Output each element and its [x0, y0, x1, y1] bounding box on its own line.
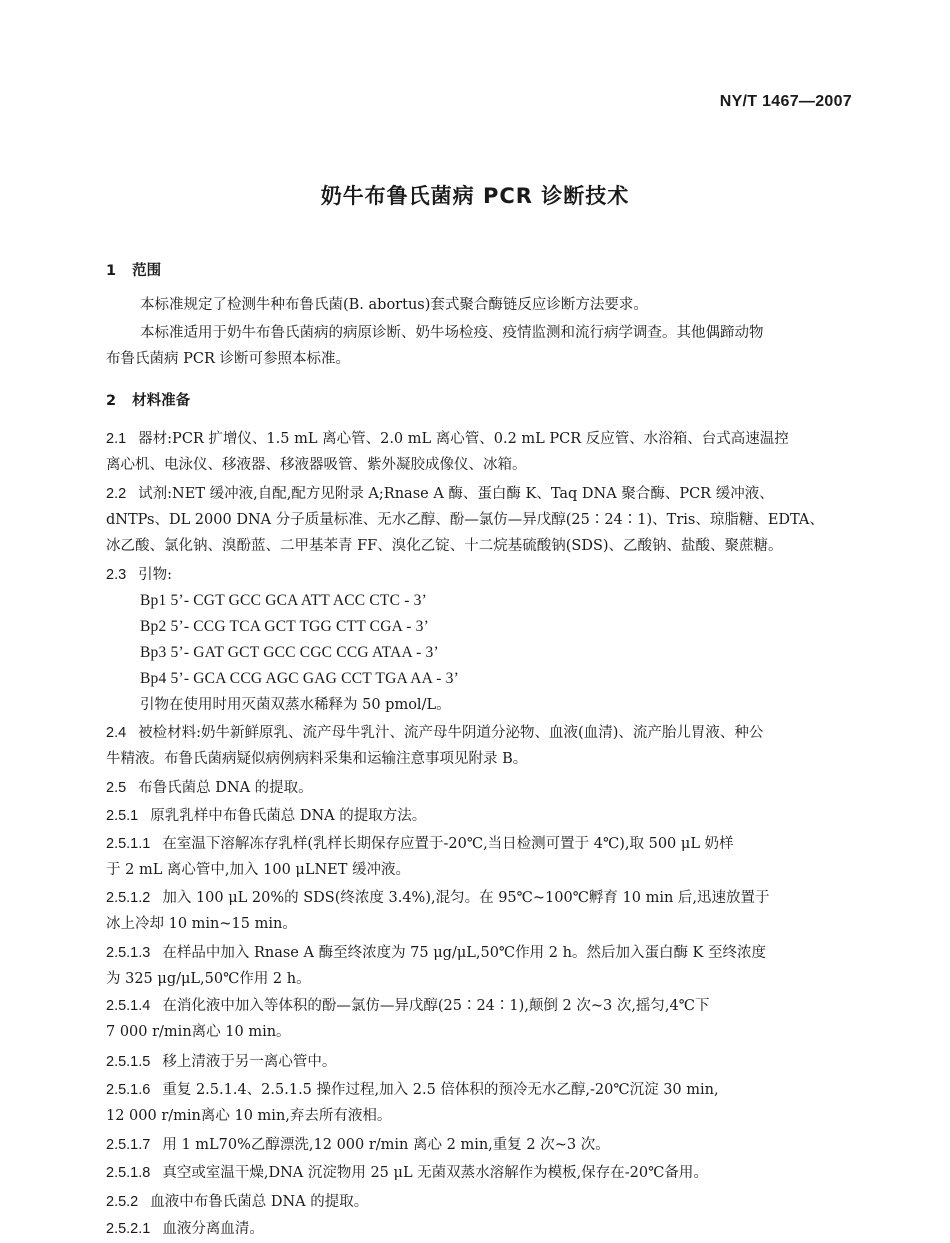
clause-text: 布鲁氏菌总 DNA 的提取。	[138, 780, 313, 796]
clause-cont: 为 325 μg/μL,50℃作用 2 h。	[106, 971, 311, 987]
clause-text: 引物:	[138, 567, 173, 583]
clause-text: 用 1 mL70%乙醇漂洗,12 000 r/min 离心 2 min,重复 2 次~3 次。	[162, 1137, 610, 1153]
clause-2-5-1-7	[106, 1135, 610, 1155]
clause-cont: 12 000 r/min离心 10 min,弃去所有液相。	[106, 1108, 392, 1124]
clause-text: 加入 100 μL 20%的 SDS(终浓度 3.4%),混匀。在 95℃~100℃孵育 10 min 后,迅速放置于	[162, 890, 770, 906]
clause-cont: 于 2 mL 离心管中,加入 100 μLNET 缓冲液。	[106, 862, 411, 878]
clause-number: 2.5.1.1	[106, 836, 151, 852]
clause-2-5-1-6	[106, 1080, 719, 1100]
clause-2-5-2-1	[106, 1219, 264, 1239]
primer-sequence: Bp3 5’- GAT GCT GCC CGC CCG ATAA - 3’	[140, 644, 439, 661]
clause-2-3	[106, 565, 172, 585]
clause-number: 2.5.1.4	[106, 998, 151, 1014]
clause-text: 真空或室温干燥,DNA 沉淀物用 25 μL 无菌双蒸水溶解作为模板,保存在-20℃备用。	[162, 1165, 708, 1181]
clause-number: 2.1	[106, 431, 127, 447]
clause-number: 2.5.1	[106, 808, 139, 824]
clause-number: 2.3	[106, 567, 127, 583]
standard-code: NY/T 1467—2007	[719, 93, 852, 110]
section-number: 1	[106, 263, 117, 279]
primer-sequence: Bp1 5’- CGT GCC GCA ATT ACC CTC - 3’	[140, 592, 427, 609]
section-1-heading	[106, 261, 161, 281]
section-title: 材料准备	[132, 393, 191, 409]
clause-text: 重复 2.5.1.4、2.5.1.5 操作过程,加入 2.5 倍体积的预冷无水乙醇,-20℃沉淀 30 min,	[162, 1082, 719, 1098]
clause-number: 2.5.2.1	[106, 1221, 151, 1237]
clause-number: 2.5.1.6	[106, 1082, 151, 1098]
primer-sequence: Bp4 5’- GCA CCG AGC GAG CCT TGA AA - 3’	[140, 670, 459, 687]
clause-2-4	[106, 723, 763, 743]
clause-2-5	[106, 778, 313, 798]
clause-number: 2.2	[106, 486, 127, 502]
clause-cont: dNTPs、DL 2000 DNA 分子质量标准、无水乙醇、酚—氯仿—异戊醇(25∶24∶1)、Tris、琼脂糖、EDTA、	[106, 512, 824, 528]
clause-text: 血液中布鲁氏菌总 DNA 的提取。	[150, 1194, 369, 1210]
primer-sequence: Bp2 5’- CCG TCA GCT TGG CTT CGA - 3’	[140, 618, 429, 635]
clause-2-5-1-5	[106, 1052, 336, 1072]
section-number: 2	[106, 393, 117, 409]
clause-text: 试剂:NET 缓冲液,自配,配方见附录 A;Rnase A 酶、蛋白酶 K、Taq DNA 聚合酶、PCR 缓冲液、	[138, 486, 774, 502]
primer-dilution: 引物在使用时用灭菌双蒸水稀释为 50 pmol/L。	[140, 697, 451, 713]
clause-number: 2.5	[106, 780, 127, 796]
clause-number: 2.5.1.7	[106, 1137, 151, 1153]
clause-text: 在消化液中加入等体积的酚—氯仿—异戊醇(25∶24∶1),颠倒 2 次~3 次,摇匀,4℃下	[162, 998, 710, 1014]
clause-text: 血液分离血清。	[162, 1221, 264, 1237]
paragraph-cont: 布鲁氏菌病 PCR 诊断可参照本标准。	[106, 351, 350, 367]
clause-cont: 冰乙酸、氯化钠、溴酚蓝、二甲基苯青 FF、溴化乙锭、十二烷基硫酸钠(SDS)、乙酸钠、盐酸、聚蔗糖。	[106, 538, 783, 554]
clause-number: 2.5.1.8	[106, 1165, 151, 1181]
clause-text: 在室温下溶解冻存乳样(乳样长期保存应置于-20℃,当日检测可置于 4℃),取 500 μL 奶样	[162, 836, 734, 852]
clause-2-5-1-2	[106, 888, 770, 908]
clause-2-2	[106, 484, 774, 504]
clause-text: 器材:PCR 扩增仪、1.5 mL 离心管、2.0 mL 离心管、0.2 mL PCR 反应管、水浴箱、台式高速温控	[138, 431, 789, 447]
clause-number: 2.5.1.3	[106, 945, 151, 961]
clause-number: 2.4	[106, 725, 127, 741]
clause-2-5-1	[106, 806, 426, 826]
clause-number: 2.5.2	[106, 1194, 139, 1210]
clause-2-5-1-3	[106, 943, 766, 963]
clause-number: 2.5.1.2	[106, 890, 151, 906]
clause-cont: 离心机、电泳仪、移液器、移液器吸管、紫外凝胶成像仪、冰箱。	[106, 457, 527, 473]
clause-text: 在样品中加入 Rnase A 酶至终浓度为 75 μg/μL,50℃作用 2 h。然后加入蛋白酶 K 至终浓度	[162, 945, 766, 961]
clause-cont: 冰上冷却 10 min~15 min。	[106, 916, 297, 932]
paragraph: 本标准适用于奶牛布鲁氏菌病的病原诊断、奶牛场检疫、疫情监测和流行病学调查。其他偶蹄动物	[140, 325, 764, 341]
document-title: 奶牛布鲁氏菌病 PCR 诊断技术	[320, 184, 630, 208]
section-2-heading	[106, 391, 190, 411]
clause-text: 被检材料:奶牛新鲜原乳、流产母牛乳汁、流产母牛阴道分泌物、血液(血清)、流产胎儿胃液、种公	[138, 725, 764, 741]
clause-2-1	[106, 429, 789, 449]
clause-2-5-1-1	[106, 834, 734, 854]
clause-2-5-2	[106, 1192, 368, 1212]
clause-number: 2.5.1.5	[106, 1054, 151, 1070]
paragraph: 本标准规定了检测牛种布鲁氏菌(B. abortus)套式聚合酶链反应诊断方法要求。	[140, 297, 648, 313]
clause-cont: 牛精液。布鲁氏菌病疑似病例病料采集和运输注意事项见附录 B。	[106, 751, 528, 767]
section-title: 范围	[132, 263, 162, 279]
clause-2-5-1-4	[106, 996, 709, 1016]
clause-text: 移上清液于另一离心管中。	[162, 1054, 337, 1070]
clause-text: 原乳乳样中布鲁氏菌总 DNA 的提取方法。	[150, 808, 427, 824]
clause-2-5-1-8	[106, 1163, 708, 1183]
clause-cont: 7 000 r/min离心 10 min。	[106, 1024, 291, 1040]
